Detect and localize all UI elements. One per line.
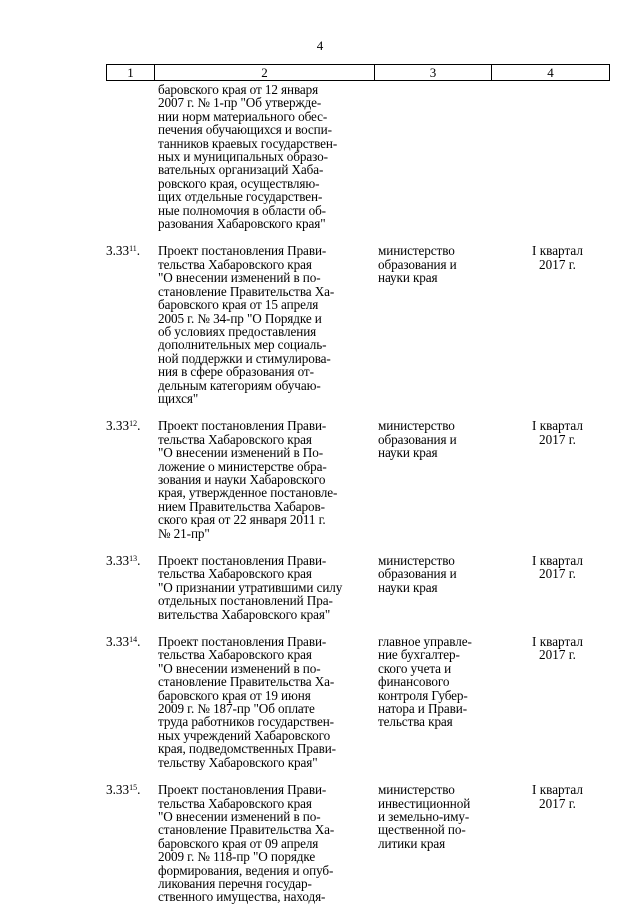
table-row: [106, 83, 610, 230]
row-deadline: I квартал 2017 г.: [532, 553, 583, 582]
row-number-sup: 14: [129, 635, 138, 645]
row-number-main: 3.33: [106, 782, 130, 798]
row-number: [106, 554, 156, 621]
row-number: [106, 783, 156, 904]
row-text: Проект постановления Прави- тельства Хабаровского края "О внесении изменений в По- ложение о министерстве обра- зования и науки Хабаровского края, утвержденное постановле- нием Правительства Хабаров- ского края от 22 января 2011 г. № 21-пр": [158, 418, 338, 541]
table-row: [106, 635, 610, 769]
table-row: [106, 244, 610, 405]
row-number-tail: .: [136, 243, 141, 259]
row-deadline: I квартал 2017 г.: [532, 243, 583, 272]
row-text: баровского края от 12 января 2007 г. № 1-пр "Об утвержде- нии норм материального обес- печения обучающихся и воспи- танников краевых государствен- ных и муниципальных образо- вательных организаций Хаба- ровского края, осуществляю- щих отдельные государствен- ные полномочия в области об- разования Хабаровского края": [158, 82, 338, 232]
row-deadline: I квартал 2017 г.: [532, 418, 583, 447]
row-text: Проект постановления Прави- тельства Хабаровского края "О внесении изменений в по- становление Правительства Ха- баровского края от 19 июня 2009 г. № 187-пр "Об оплате труда работников государствен- ных учреждений Хабаровского края, подведомственных Прави- тельству Хабаровского края": [158, 634, 336, 770]
table-row: [106, 419, 610, 540]
row-number-sup: 12: [129, 419, 138, 429]
row-responsible: министерство образования и науки края: [378, 243, 457, 286]
row-text: Проект постановления Прави- тельства Хабаровского края "О внесении изменений в по- становление Правительства Ха- баровского края от 09 апреля 2009 г. № 118-пр "О порядке формирования, ведения и опуб- ликования перечня государ- ственного имущества, находя-: [158, 782, 335, 905]
row-deadline: I квартал 2017 г.: [532, 634, 583, 663]
row-number: [106, 83, 156, 230]
row-number-main: 3.33: [106, 243, 130, 259]
row-text: Проект постановления Прави- тельства Хабаровского края "О признании утратившими силу отдельных постановлений Пра- вительства Хабаровского края": [158, 553, 343, 622]
table-row: [106, 783, 610, 904]
row-number-tail: .: [137, 782, 141, 798]
header-col-4: 4: [547, 65, 554, 80]
row-deadline: [505, 83, 610, 230]
table-header-row: [106, 64, 610, 81]
row-responsible: [378, 83, 505, 230]
row-number-tail: .: [137, 418, 141, 434]
row-responsible: министерство образования и науки края: [378, 553, 457, 595]
row-responsible: главное управле- ние бухгалтер- ского учета и финансового контроля Губер- натора и Прави- тельства края: [378, 634, 472, 730]
header-col-3: 3: [375, 65, 492, 80]
row-number-main: 3.33: [106, 634, 130, 650]
row-responsible: министерство инвестиционной и земельно-иму- щественной по- литики края: [378, 782, 471, 851]
header-col-2: 2: [155, 65, 375, 80]
row-number-sup: 11: [129, 244, 137, 254]
table-row: [106, 554, 610, 621]
row-deadline: I квартал 2017 г.: [532, 782, 583, 811]
page-number: 4: [316, 38, 324, 53]
row-text: Проект постановления Прави- тельства Хабаровского края "О внесении изменений в по- становление Правительства Ха- баровского края от 15 апреля 2005 г. № 34-пр "О Порядке и об условиях предоставления дополнительных мер социаль- ной поддержки и стимулирова- ния в сфере образования от- дельным категориям обучаю- щихся": [158, 243, 335, 406]
row-number: [106, 635, 156, 769]
row-number-tail: .: [137, 634, 141, 650]
row-number-tail: .: [137, 553, 141, 568]
row-responsible: министерство образования и науки края: [378, 418, 457, 461]
table-body: [106, 83, 610, 904]
row-number: [106, 244, 156, 405]
header-col-1: 1: [107, 65, 155, 80]
row-number-main: 3.33: [106, 553, 130, 568]
row-number-main: 3.33: [106, 418, 130, 434]
row-number-sup: 15: [129, 783, 138, 793]
row-number-sup: 13: [129, 554, 138, 563]
row-number: [106, 419, 156, 540]
